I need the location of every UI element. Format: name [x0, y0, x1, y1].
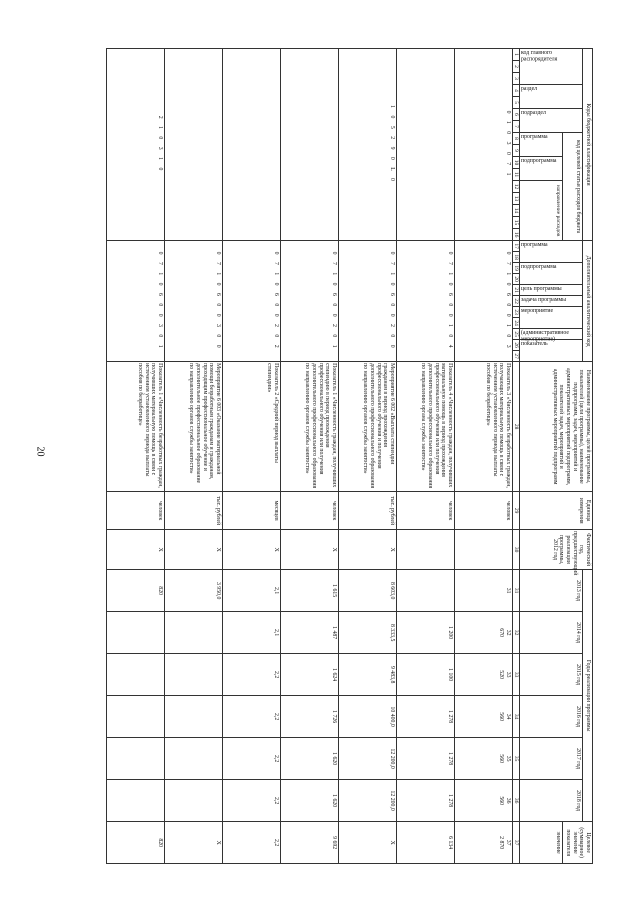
value-2013 — [397, 570, 455, 612]
series-number: 33 — [505, 671, 512, 678]
csr-direction-header: направление расходов — [520, 181, 563, 241]
cell-value: 560 — [498, 796, 505, 806]
column-number: 18 — [513, 252, 520, 263]
column-number: 37 — [513, 822, 520, 864]
ac-subprogram-header: подпрограмма — [520, 263, 583, 285]
target-cell: Х — [165, 822, 223, 864]
value-2018 — [107, 780, 165, 822]
column-number: 1 — [513, 49, 520, 61]
value-2018: 2,2 — [223, 780, 281, 822]
column-number: 36 — [513, 780, 520, 822]
section-header: раздел — [520, 85, 583, 109]
budget-codes-header: Коды бюджетной классификации — [583, 49, 593, 241]
value-2013 — [455, 570, 513, 612]
value-2016 — [107, 696, 165, 738]
fact-cell: Х — [281, 530, 339, 570]
value-2016: 1 278 — [397, 696, 455, 738]
series-number: 37 — [505, 839, 512, 846]
value-2017: 12 200,0 — [339, 738, 397, 780]
value-2017 — [165, 738, 223, 780]
budget-code-digits — [281, 49, 339, 241]
column-number: 26 — [513, 340, 520, 351]
ac-indicator-header: показатель — [520, 340, 583, 362]
column-number: 5 — [513, 97, 520, 109]
value-2014: 1 487 — [281, 612, 339, 654]
value-2013: 8 603,0 — [339, 570, 397, 612]
value-2017: 2,2 — [223, 738, 281, 780]
subsection-header: подраздел — [520, 109, 583, 133]
table-row — [339, 49, 397, 864]
fact-cell — [397, 530, 455, 570]
column-number: 10 — [513, 157, 520, 169]
column-number: 15 — [513, 217, 520, 229]
value-2015 — [107, 654, 165, 696]
extra-code-header: Дополнительный аналитический код — [583, 241, 593, 362]
target-cell: 820 — [107, 822, 165, 864]
table-row — [107, 49, 165, 864]
column-number: 14 — [513, 205, 520, 217]
year-2013-header: 2013 год — [520, 570, 583, 612]
value-2018: 1 620 — [281, 780, 339, 822]
column-number: 21 — [513, 285, 520, 296]
unit-cell: человек — [397, 492, 455, 530]
fact-cell: Х — [339, 530, 397, 570]
name-cell: Показатель 1 «Численность безработных граждан, получивших материальную помощь в связи с истечением установленного периода выплаты пособия по безработице» — [107, 362, 165, 492]
csr-header: код целевой статьи расходов бюджета — [563, 133, 583, 241]
analytic-code-digits: 0 7 1 0 6 0 0 3 0 1 — [107, 241, 165, 362]
admin-header: код главного распорядителя — [520, 49, 583, 85]
unit-cell: человек — [107, 492, 165, 530]
column-number: 24 — [513, 318, 520, 329]
column-number: 23 — [513, 307, 520, 318]
budget-code-digits — [223, 49, 281, 241]
rotated-page — [92, 48, 593, 858]
year-2017-header: 2017 год — [520, 738, 583, 780]
cell-value: 670 — [498, 628, 505, 637]
value-2018 — [455, 780, 513, 822]
series-number: 31 — [505, 587, 512, 594]
target-value-header: значение — [520, 822, 563, 864]
fact-cell — [455, 530, 513, 570]
target-header: Целевое (суммарное) значение показателя — [563, 822, 593, 864]
unit-cell: тыс. рублей — [339, 492, 397, 530]
column-number: 13 — [513, 193, 520, 205]
name-cell: Показатель 1 «Численность граждан, получивших стипендию в период прохождения профессионального обучения или получения дополнительного профессионального образования по направлению органов службы занятости» — [281, 362, 339, 492]
page-number: 20 — [34, 446, 46, 457]
column-number: 3 — [513, 73, 520, 85]
value-2016 — [455, 696, 513, 738]
value-2017 — [455, 738, 513, 780]
name-header: Наименование программы, целей программы, показателей (цели программы), наименование подпрограмм, задач, мероприятий и административных мероприятий подпрограмм, показателей задач, мероприятий и административных мероприятий подпрограмм — [520, 362, 593, 492]
column-number: 28 — [513, 362, 520, 492]
column-number: 33 — [513, 654, 520, 696]
column-number: 4 — [513, 85, 520, 97]
unit-cell: человек — [455, 492, 513, 530]
value-2016: 10 400,0 — [339, 696, 397, 738]
fact-cell: Х — [223, 530, 281, 570]
analytic-code-digits: 0 7 1 0 6 0 0 2 0 2 — [223, 241, 281, 362]
value-2013: 2,1 — [223, 570, 281, 612]
year-2016-header: 2016 год — [520, 696, 583, 738]
series-number: 35 — [505, 755, 512, 762]
column-number: 29 — [513, 492, 520, 530]
program-table — [106, 48, 593, 864]
column-number: 8 — [513, 133, 520, 145]
column-number: 6 — [513, 109, 520, 121]
csr-subprogram-header: подпрограмма — [520, 157, 563, 181]
series-number: 32 — [505, 629, 512, 636]
value-2016: 2,2 — [223, 696, 281, 738]
value-2015 — [455, 654, 513, 696]
name-cell: Показатель 4 «Численность граждан, получивших материальную помощь в период прохождения профессионального обучения или получения дополнительного профессионального образования по направлению органа службы занятости» — [397, 362, 455, 492]
column-number: 11 — [513, 169, 520, 181]
analytic-code-digits: 0 7 1 0 6 0 0 3 0 0 — [165, 241, 223, 362]
ac-measure-header: мероприятие — [520, 307, 583, 329]
value-2013: 3 950,0 — [165, 570, 223, 612]
table-row — [281, 49, 339, 864]
value-2013: 820 — [107, 570, 165, 612]
name-cell: Мероприятие 6 002 «Выплата стипендии гражданам в период прохождения профессионального обучения и получения дополнительного профессионального образования по направлению органов службы занятости» — [339, 362, 397, 492]
year-2014-header: 2014 год — [520, 612, 583, 654]
target-cell: Х — [339, 822, 397, 864]
value-2014 — [107, 612, 165, 654]
value-2016 — [165, 696, 223, 738]
ac-admin-measure-header: (административное мероприятие) — [520, 329, 583, 340]
budget-code-digits — [397, 49, 455, 241]
column-number: 30 — [513, 530, 520, 570]
unit-cell: тыс. рублей — [165, 492, 223, 530]
name-cell: Показатель 2 «Средний период выплаты стипендии» — [223, 362, 281, 492]
fact-cell: Х — [165, 530, 223, 570]
value-2014: 2,1 — [223, 612, 281, 654]
column-number: 27 — [513, 351, 520, 362]
fact-header: Фактический год, предшествующий реализации программы, 2012 год — [520, 530, 593, 570]
budget-code-digits — [165, 49, 223, 241]
value-2015: 2,2 — [223, 654, 281, 696]
target-cell: 2,2 — [223, 822, 281, 864]
table-row — [165, 49, 223, 864]
analytic-code-digits: 0 7 1 0 6 0 0 2 0 1 — [281, 241, 339, 362]
fact-cell: Х — [107, 530, 165, 570]
value-2015 — [165, 654, 223, 696]
ac-program-header: программа — [520, 241, 583, 263]
column-number: 2 — [513, 61, 520, 73]
target-cell — [455, 822, 513, 864]
column-number: 16 — [513, 229, 520, 241]
column-number-row — [513, 49, 520, 864]
value-2014 — [455, 612, 513, 654]
target-cell: 9 692 — [281, 822, 339, 864]
value-2014: 1 200 — [397, 612, 455, 654]
budget-code-digits: 1 0 5 2 9 0 L 0 — [339, 49, 397, 241]
analytic-code-digits: 0 7 1 0 6 0 0 1 0 4 — [397, 241, 455, 362]
column-number: 25 — [513, 329, 520, 340]
ac-goal-header: цель программы — [520, 285, 583, 296]
table-row — [455, 49, 513, 864]
unit-header: Единица измерения — [520, 492, 593, 530]
cell-value: 560 — [498, 712, 505, 721]
column-number: 35 — [513, 738, 520, 780]
analytic-code-digits: 0 7 1 0 6 0 0 1 0 3 — [455, 241, 513, 362]
budget-code-digits: 0 1 0 3 0 7 1 — [455, 49, 513, 241]
value-2015: 1 624 — [281, 654, 339, 696]
name-cell: Показатель 3 «Численность безработных граждан, получающих материальную помощь в связи с истечением установленного периода выплаты пособия по безработице» — [455, 362, 513, 492]
column-number: 20 — [513, 274, 520, 285]
value-2018 — [165, 780, 223, 822]
column-number: 32 — [513, 612, 520, 654]
cell-value: 2 870 — [498, 836, 505, 850]
value-2014: 8 333,5 — [339, 612, 397, 654]
column-number: 31 — [513, 570, 520, 612]
analytic-code-digits: 0 7 1 0 6 0 0 2 0 0 — [339, 241, 397, 362]
year-2018-header: 2018 год — [520, 780, 583, 822]
years-header: Годы реализации программы — [583, 570, 593, 822]
budget-code-digits: 2 1 0 3 1 0 — [107, 49, 165, 241]
table-container — [92, 48, 593, 858]
ac-task-header: задача программы — [520, 296, 583, 307]
target-cell: 6 134 — [397, 822, 455, 864]
value-2015: 1 100 — [397, 654, 455, 696]
value-2013: 1 615 — [281, 570, 339, 612]
value-2018: 1 278 — [397, 780, 455, 822]
value-2017: 1 278 — [397, 738, 455, 780]
series-number: 34 — [505, 713, 512, 720]
value-2016: 1 726 — [281, 696, 339, 738]
year-2015-header: 2015 год — [520, 654, 583, 696]
value-2014 — [165, 612, 223, 654]
cell-value: 520 — [498, 670, 505, 679]
unit-cell: месяцев — [223, 492, 281, 530]
column-number: 12 — [513, 181, 520, 193]
column-number: 22 — [513, 296, 520, 307]
table-row — [223, 49, 281, 864]
column-number: 9 — [513, 145, 520, 157]
column-number: 7 — [513, 121, 520, 133]
unit-cell: человек — [281, 492, 339, 530]
value-2017 — [107, 738, 165, 780]
series-number: 36 — [505, 797, 512, 804]
value-2017: 1 620 — [281, 738, 339, 780]
value-2015: 9 483,8 — [339, 654, 397, 696]
csr-program-header: программа — [520, 133, 563, 157]
column-number: 17 — [513, 241, 520, 252]
cell-value: 560 — [498, 754, 505, 763]
column-number: 19 — [513, 263, 520, 274]
name-cell: Мероприятие 6 003 «Оказание материальной помощи безработным гражданам и гражданам, проходящим профессиональное обучение и дополнительное профессиональное образование по направлению органов службы занятости» — [165, 362, 223, 492]
column-number: 34 — [513, 696, 520, 738]
table-row — [397, 49, 455, 864]
value-2018: 12 200,0 — [339, 780, 397, 822]
